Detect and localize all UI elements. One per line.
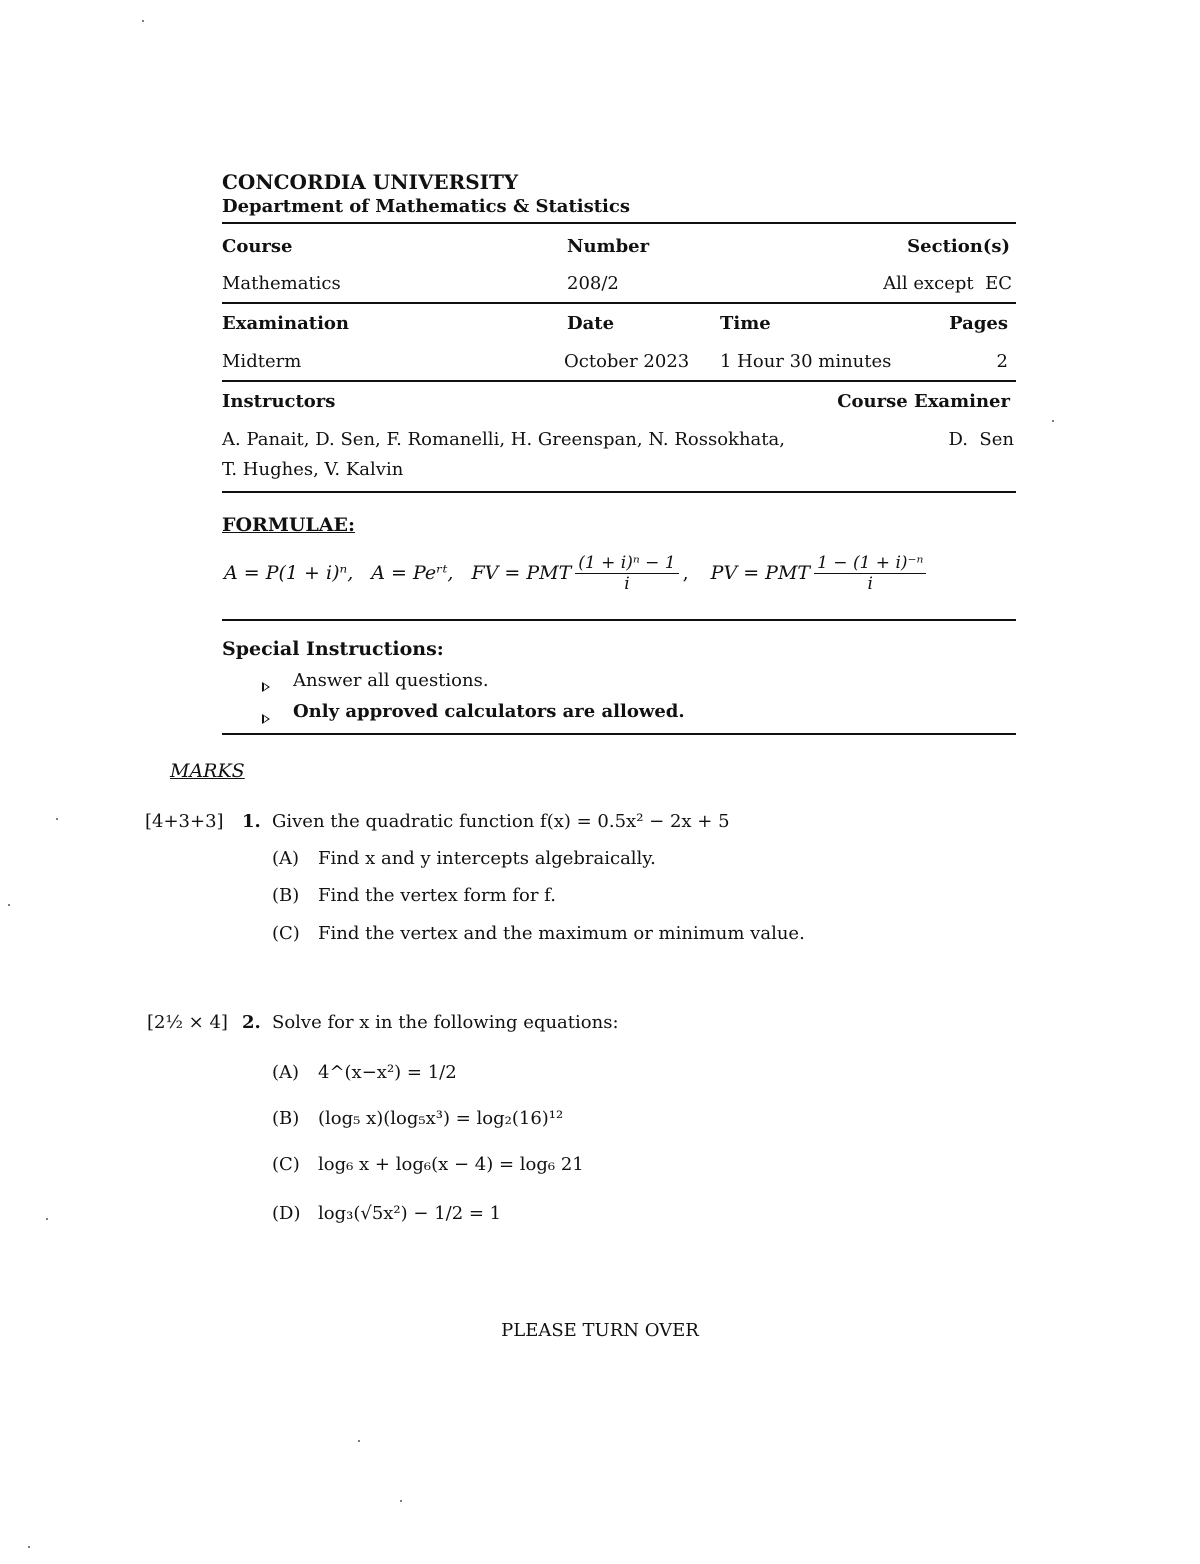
formula-fv-prefix: FV = PMT: [471, 562, 572, 584]
special-instructions-title: Special Instructions:: [222, 638, 444, 660]
scan-speck: [46, 1218, 48, 1220]
formulae-line: A = P(1 + i)ⁿ, A = Peʳᵗ, FV = PMT $\frac{\text{(1 + i)ⁿ − 1}}{i}$ , PV = PMT $\frac{\text{1 − (1 + i)⁻ⁿ}}{i}$: [224, 548, 930, 598]
instruction-item: Answer all questions.: [293, 670, 489, 691]
scan-speck: [28, 1546, 30, 1548]
number-header: Number: [567, 236, 650, 257]
question-number: 1.: [242, 811, 261, 832]
bullet-triangle-icon: [262, 677, 270, 696]
formula-fv-fraction: [575, 553, 678, 594]
divider: [222, 302, 1016, 304]
instructors-line2: T. Hughes, V. Kalvin: [222, 459, 404, 480]
formula-fv-numerator: (1 + i)ⁿ − 1: [575, 553, 678, 574]
department-name: Department of Mathematics & Statistics: [222, 196, 630, 217]
part-text: 4^(x−x²) = 1/2: [318, 1062, 457, 1083]
divider: [222, 222, 1016, 224]
divider: [222, 380, 1016, 382]
scan-speck: [8, 904, 10, 906]
question-text: Solve for x in the following equations:: [272, 1012, 619, 1033]
question-number: 2.: [242, 1012, 261, 1033]
number-value: 208/2: [567, 273, 619, 294]
scan-speck: [1052, 420, 1054, 422]
university-name: CONCORDIA UNIVERSITY: [222, 170, 519, 194]
question-marks: [2½ × 4]: [147, 1012, 228, 1033]
sections-header: Section(s): [907, 236, 1010, 257]
pages-value: 2: [996, 351, 1008, 372]
question-marks: [4+3+3]: [145, 811, 224, 832]
date-header: Date: [567, 313, 615, 334]
part-label: (C): [272, 1154, 300, 1175]
marks-label: MARKS: [170, 760, 245, 782]
part-text: Find the vertex form for f.: [318, 885, 556, 906]
course-examiner-header: Course Examiner: [837, 391, 1010, 412]
sections-value: All except EC: [883, 273, 1012, 294]
time-value: 1 Hour 30 minutes: [720, 351, 892, 372]
part-text: Find the vertex and the maximum or minimum value.: [318, 923, 805, 944]
divider: [222, 491, 1016, 493]
part-text: log₃(√5x²) − 1/2 = 1: [318, 1203, 502, 1224]
scan-speck: [400, 1500, 402, 1502]
course-value: Mathematics: [222, 273, 341, 294]
course-examiner-value: D. Sen: [948, 429, 1014, 450]
formula-fv-denominator: i: [624, 573, 630, 594]
part-text: Find x and y intercepts algebraically.: [318, 848, 656, 869]
part-text: log₆ x + log₆(x − 4) = log₆ 21: [318, 1154, 584, 1175]
date-value: October 2023: [564, 351, 690, 372]
divider: [222, 619, 1016, 621]
part-text: (log₅ x)(log₅x³) = log₂(16)¹²: [318, 1108, 564, 1129]
scan-speck: [142, 20, 144, 22]
part-label: (C): [272, 923, 300, 944]
pages-header: Pages: [949, 313, 1008, 334]
instructors-header: Instructors: [222, 391, 336, 412]
examination-value: Midterm: [222, 351, 302, 372]
part-label: (B): [272, 1108, 300, 1129]
formulae-title: FORMULAE:: [222, 514, 356, 536]
course-header: Course: [222, 236, 293, 257]
scan-speck: [56, 818, 58, 820]
part-label: (A): [272, 1062, 300, 1083]
question-text: Given the quadratic function f(x) = 0.5x² − 2x + 5: [272, 811, 730, 832]
part-label: (A): [272, 848, 300, 869]
part-label: (B): [272, 885, 300, 906]
time-header: Time: [720, 313, 771, 334]
formula-continuous: A = Peʳᵗ,: [371, 562, 454, 584]
formula-pv-prefix: PV = PMT: [710, 562, 811, 584]
formula-compound: A = P(1 + i)ⁿ,: [224, 562, 354, 584]
formula-pv-numerator: 1 − (1 + i)⁻ⁿ: [814, 553, 926, 574]
formula-pv-denominator: i: [867, 573, 873, 594]
divider: [222, 733, 1016, 735]
part-label: (D): [272, 1203, 301, 1224]
instructors-line1: A. Panait, D. Sen, F. Romanelli, H. Greenspan, N. Rossokhata,: [222, 429, 785, 450]
examination-header: Examination: [222, 313, 349, 334]
formula-pv-fraction: [814, 553, 926, 594]
scan-speck: [358, 1440, 360, 1442]
turn-over-note: PLEASE TURN OVER: [501, 1320, 699, 1341]
bullet-triangle-icon: [262, 709, 270, 728]
instruction-item: Only approved calculators are allowed.: [293, 701, 685, 722]
